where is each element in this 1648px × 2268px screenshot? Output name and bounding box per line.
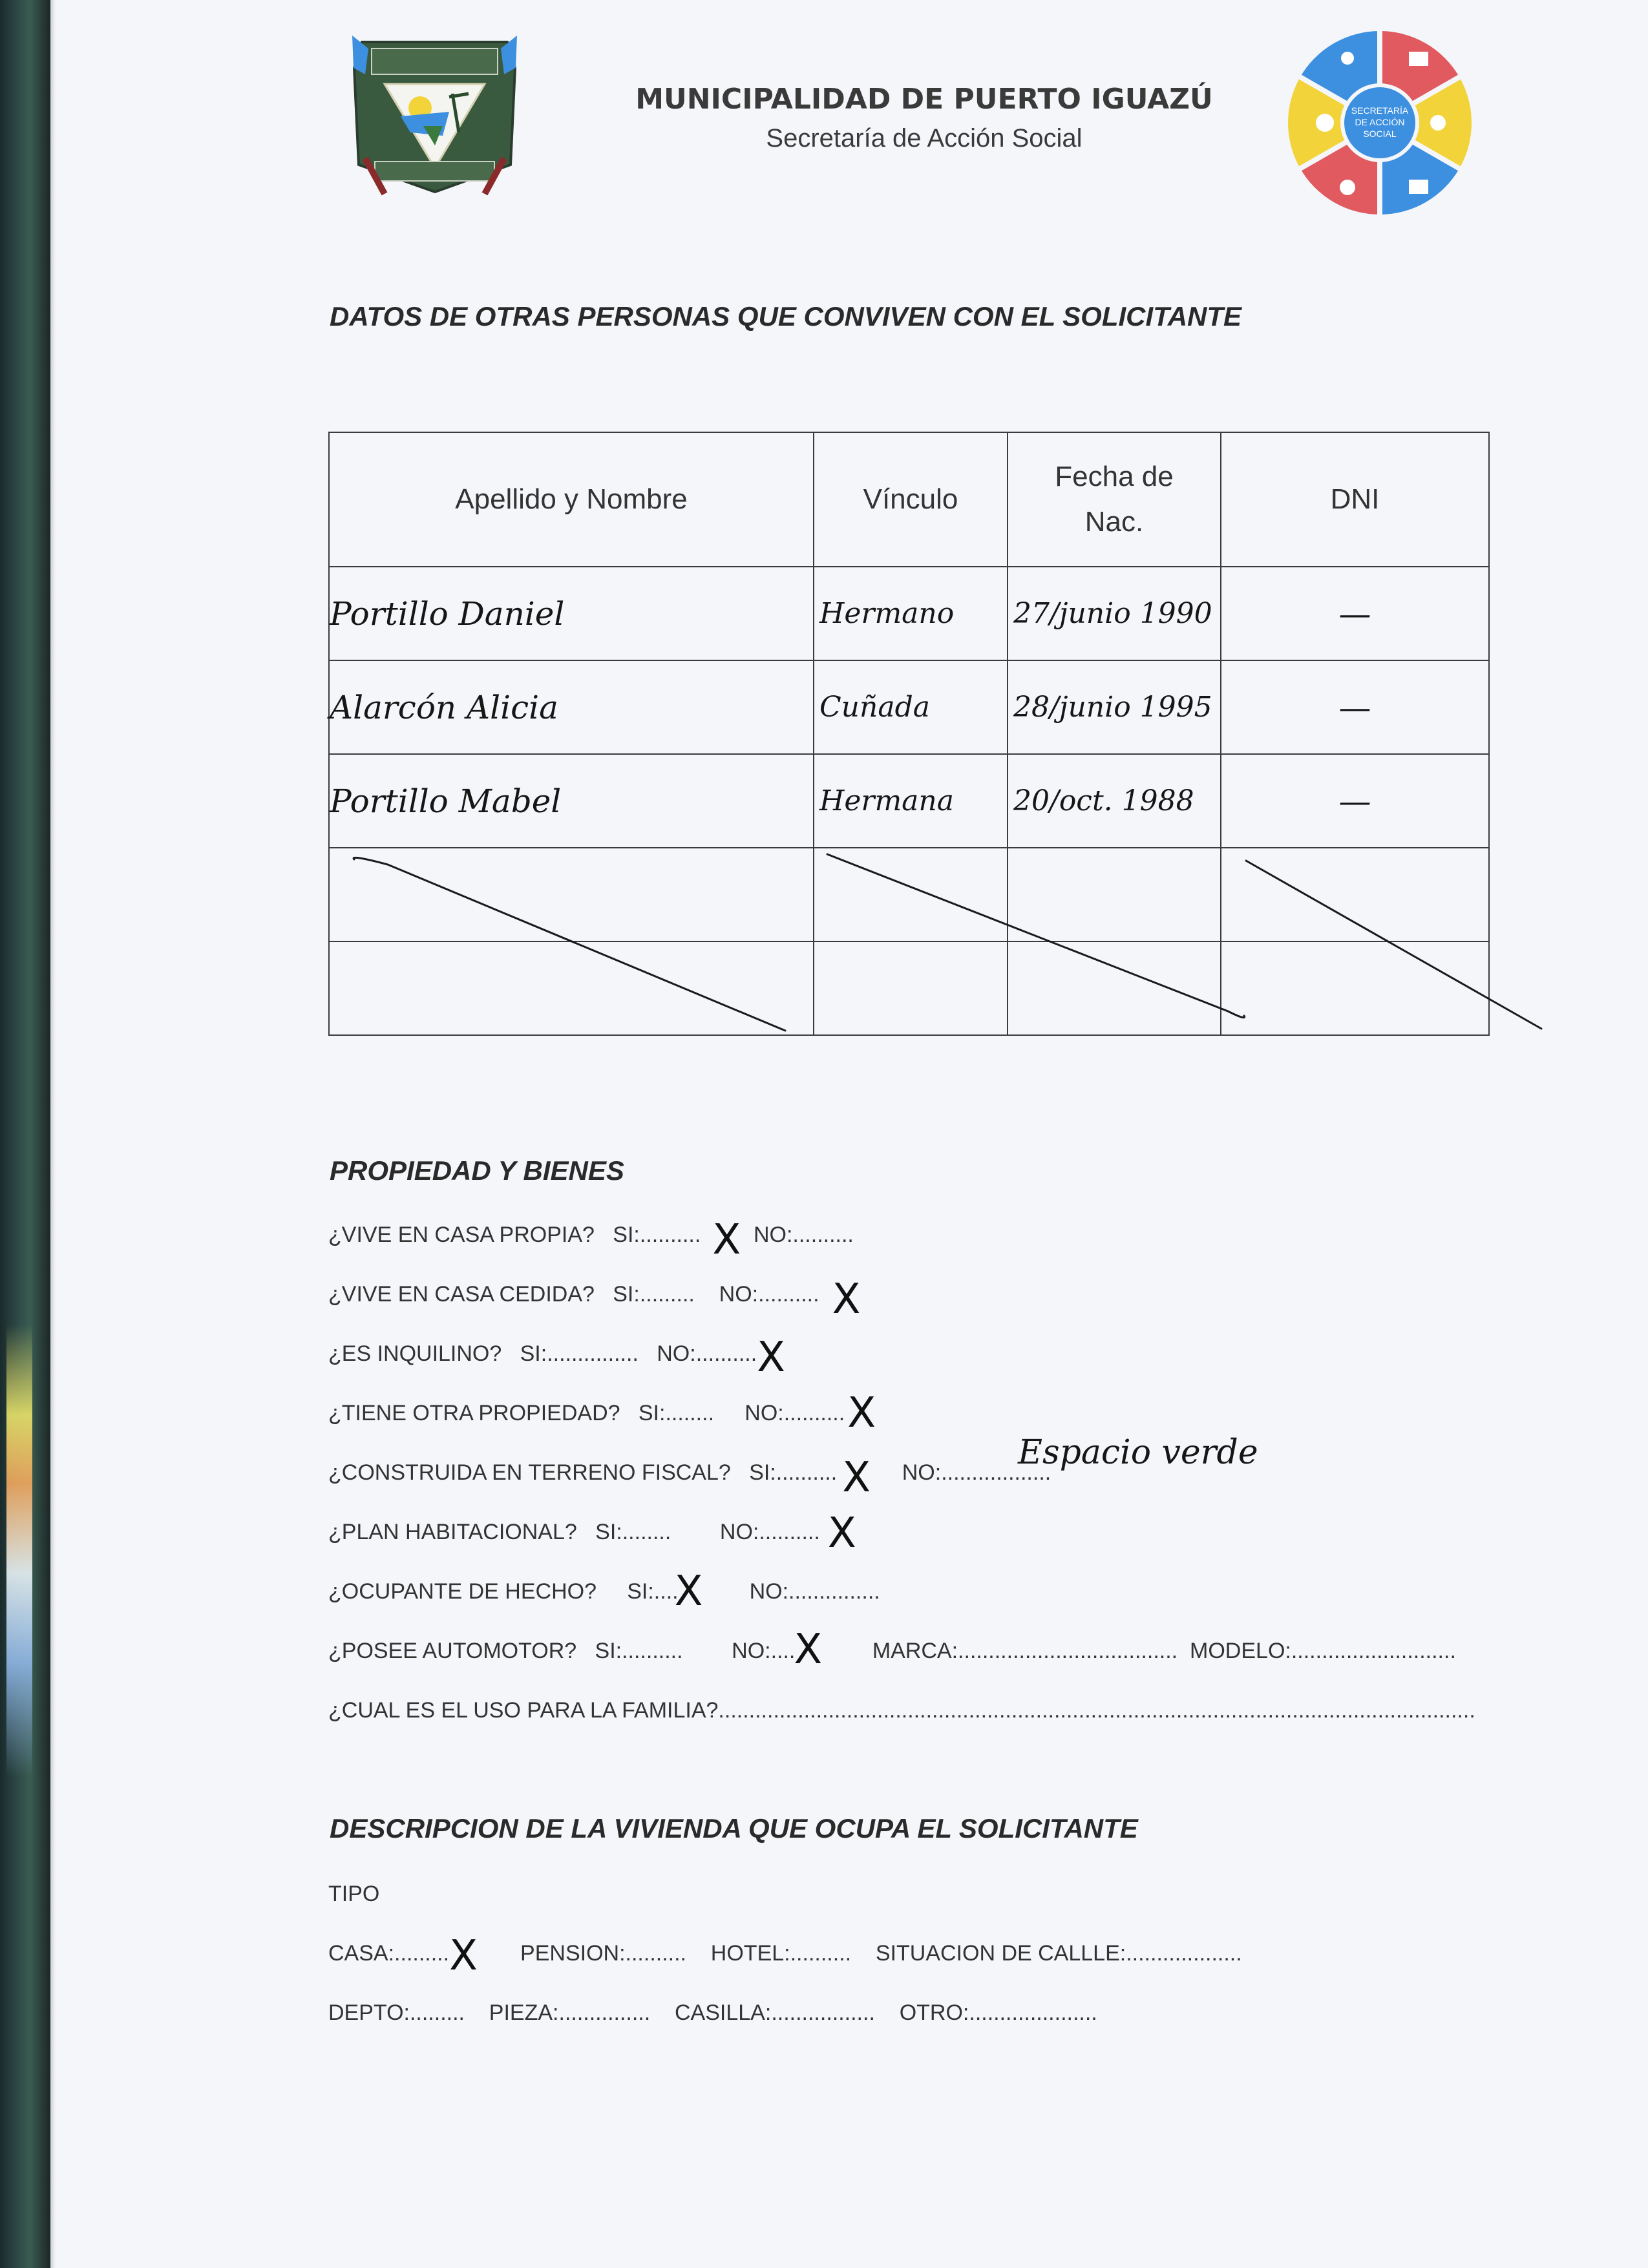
si-answer[interactable]: ........ [665,1401,715,1425]
question-otra-propiedad [328,1389,876,1437]
si-label: SI: [749,1460,776,1485]
modelo-label: MODELO: [1190,1639,1291,1663]
no-fill: .......... [758,1282,819,1307]
col-header-fecha-line-2: Nac. [1084,506,1144,538]
hotel-answer[interactable]: .......... [790,1941,852,1966]
tipo-label: TIPO [328,1882,380,1906]
si-label: SI: [638,1401,666,1425]
no-answer[interactable]: ....X [770,1626,823,1674]
situacion-calle-answer[interactable]: ................... [1126,1941,1242,1966]
uso-answer[interactable]: ............................................................................................................................ [718,1698,1475,1723]
handwritten-note-espacio-verde: Espacio verde [1018,1433,1258,1472]
si-answer[interactable]: .......... X [776,1454,871,1502]
si-answer[interactable]: .......... X [639,1216,741,1264]
cell-vinculo[interactable] [814,941,1008,1035]
cell-fecha[interactable]: 28/junio 1995 [1008,660,1221,754]
cell-nombre[interactable]: Portillo Mabel [329,754,814,848]
table-row [329,941,1489,1035]
question-casa-cedida [328,1276,861,1323]
col-header-nombre: Apellido y Nombre [329,432,814,567]
cell-nombre[interactable] [329,941,814,1035]
si-answer[interactable]: ......... [639,1282,695,1307]
otro-label: OTRO: [899,2000,969,2025]
si-label: SI: [520,1341,547,1366]
question-label: ¿ES INQUILINO? [328,1341,502,1366]
question-label: ¿POSEE AUTOMOTOR? [328,1639,577,1663]
persons-table [328,432,1490,1036]
table-row [329,660,1489,754]
si-fill: .......... [639,1223,701,1247]
no-label: NO: [902,1460,942,1485]
si-answer[interactable]: ............... [547,1341,639,1366]
no-label: NO: [719,1282,759,1307]
si-answer[interactable]: ........ [622,1520,671,1544]
si-label: SI: [595,1520,622,1544]
question-automotor [328,1626,1456,1674]
question-ocupante-hecho [328,1568,880,1615]
cell-fecha[interactable] [1008,941,1221,1035]
si-answer[interactable]: .......... [622,1639,683,1663]
hotel-label: HOTEL: [710,1941,790,1966]
no-label: NO: [749,1579,789,1604]
no-label: NO: [753,1223,793,1247]
scanner-binding-edge [0,0,50,2268]
question-label: ¿VIVE EN CASA CEDIDA? [328,1282,595,1307]
no-answer[interactable]: ..........X [695,1334,786,1381]
secretariat-subtitle: Secretaría de Acción Social [766,124,1083,152]
situacion-calle-label: SITUACION DE CALLLE: [875,1941,1126,1966]
cell-vinculo[interactable] [814,848,1008,941]
cell-dni[interactable]: — [1221,754,1489,848]
wheel-text-line-2: DE ACCIÓN [1355,117,1405,127]
question-label: ¿CONSTRUIDA EN TERRENO FISCAL? [328,1460,731,1485]
cell-dni[interactable] [1221,941,1489,1035]
table-row [329,848,1489,941]
depto-label: DEPTO: [328,2000,410,2025]
vivienda-row-2 [328,2000,1097,2026]
stethoscope-icon [1340,180,1355,195]
question-plan-habitacional [328,1509,856,1557]
question-label: ¿TIENE OTRA PROPIEDAD? [328,1401,620,1425]
si-label: SI: [627,1579,654,1604]
question-inquilino [328,1334,786,1381]
table-row [329,754,1489,848]
marca-answer[interactable]: .................................... [958,1639,1178,1663]
cell-fecha[interactable]: 20/oct. 1988 [1008,754,1221,848]
question-label: ¿PLAN HABITACIONAL? [328,1520,577,1544]
section-title-vivienda: DESCRIPCION DE LA VIVIENDA QUE OCUPA EL SOLICITANTE [330,1813,1138,1843]
wheel-text-line-3: SOCIAL [1363,129,1397,139]
marca-label: MARCA: [872,1639,958,1663]
pension-label: PENSION: [520,1941,626,1966]
col-header-vinculo: Vínculo [814,432,1008,567]
question-label: ¿OCUPANTE DE HECHO? [328,1579,597,1604]
question-casa-propia [328,1216,854,1264]
page-edge [50,0,56,2268]
si-label: SI: [613,1223,640,1247]
no-fill: .......... [783,1401,845,1425]
cell-vinculo[interactable]: Cuñada [814,660,1008,754]
no-label: NO: [719,1520,759,1544]
question-label: ¿CUAL ES EL USO PARA LA FAMILIA? [328,1698,719,1723]
no-label: NO: [732,1639,771,1663]
no-answer[interactable]: .......... X [758,1276,861,1323]
municipality-title: MUNICIPALIDAD DE PUERTO IGUAZÚ [635,83,1213,116]
casa-label: CASA: [328,1941,395,1966]
question-uso-familia [328,1698,1475,1723]
section-title-persons: DATOS DE OTRAS PERSONAS QUE CONVIVEN CON EL SOLICITANTE [330,301,1242,331]
no-answer[interactable]: ............... [788,1579,880,1604]
pieza-answer[interactable]: ............... [558,2000,651,2025]
pieza-label: PIEZA: [489,2000,559,2025]
vivienda-row-1 [328,1932,1242,1980]
no-answer[interactable]: .................. [941,1460,1051,1485]
people-circle-icon [1341,52,1354,65]
cell-fecha[interactable]: 27/junio 1990 [1008,567,1221,660]
no-answer[interactable]: .......... [792,1223,854,1247]
casa-answer[interactable]: .........X [394,1932,478,1980]
no-answer[interactable]: ..........X [783,1389,876,1437]
casa-fill: ......... [394,1941,450,1966]
si-label: SI: [613,1282,640,1307]
no-answer[interactable]: .......... X [759,1509,856,1557]
no-label: NO: [745,1401,784,1425]
casilla-answer[interactable]: ................. [771,2000,875,2025]
no-fill: .......... [759,1520,820,1544]
si-fill: .... [653,1579,679,1604]
cell-nombre[interactable] [329,848,814,941]
table-row [329,567,1489,660]
si-answer[interactable]: ....X [653,1568,703,1615]
cell-fecha[interactable] [1008,848,1221,941]
building-icon [1409,52,1428,66]
col-header-dni: DNI [1221,432,1489,567]
cell-vinculo[interactable]: Hermana [814,754,1008,848]
social-action-wheel-logo [1286,26,1474,220]
cell-dni[interactable]: — [1221,567,1489,660]
depto-answer[interactable]: ......... [409,2000,465,2025]
wheelchair-icon [1316,114,1334,132]
computer-icon [1409,180,1428,194]
si-fill: .......... [776,1460,838,1485]
casilla-label: CASILLA: [675,2000,772,2025]
cell-vinculo[interactable]: Hermano [814,567,1008,660]
cell-nombre[interactable]: Portillo Daniel [329,567,814,660]
no-fill: .... [770,1639,796,1663]
question-label: ¿VIVE EN CASA PROPIA? [328,1223,595,1247]
cell-nombre[interactable]: Alarcón Alicia [329,660,814,754]
municipal-shield-logo [346,29,523,197]
si-label: SI: [595,1639,622,1663]
cell-dni[interactable] [1221,848,1489,941]
otro-answer[interactable]: ..................... [969,2000,1097,2025]
col-header-fecha [1008,432,1221,567]
modelo-answer[interactable]: ........................... [1291,1639,1456,1663]
question-terreno-fiscal [328,1454,1051,1502]
no-label: NO: [657,1341,696,1366]
col-header-fecha-line-1: Fecha de [1055,461,1174,492]
table-header-row [329,432,1489,567]
cell-dni[interactable]: — [1221,660,1489,754]
handshake-icon [1430,115,1446,131]
no-fill: .......... [695,1341,757,1366]
section-title-property: PROPIEDAD Y BIENES [330,1155,624,1186]
pension-answer[interactable]: .......... [625,1941,686,1966]
scan-color-artifact [6,1325,32,1777]
wheel-text-line-1: SECRETARÍA [1351,105,1409,116]
